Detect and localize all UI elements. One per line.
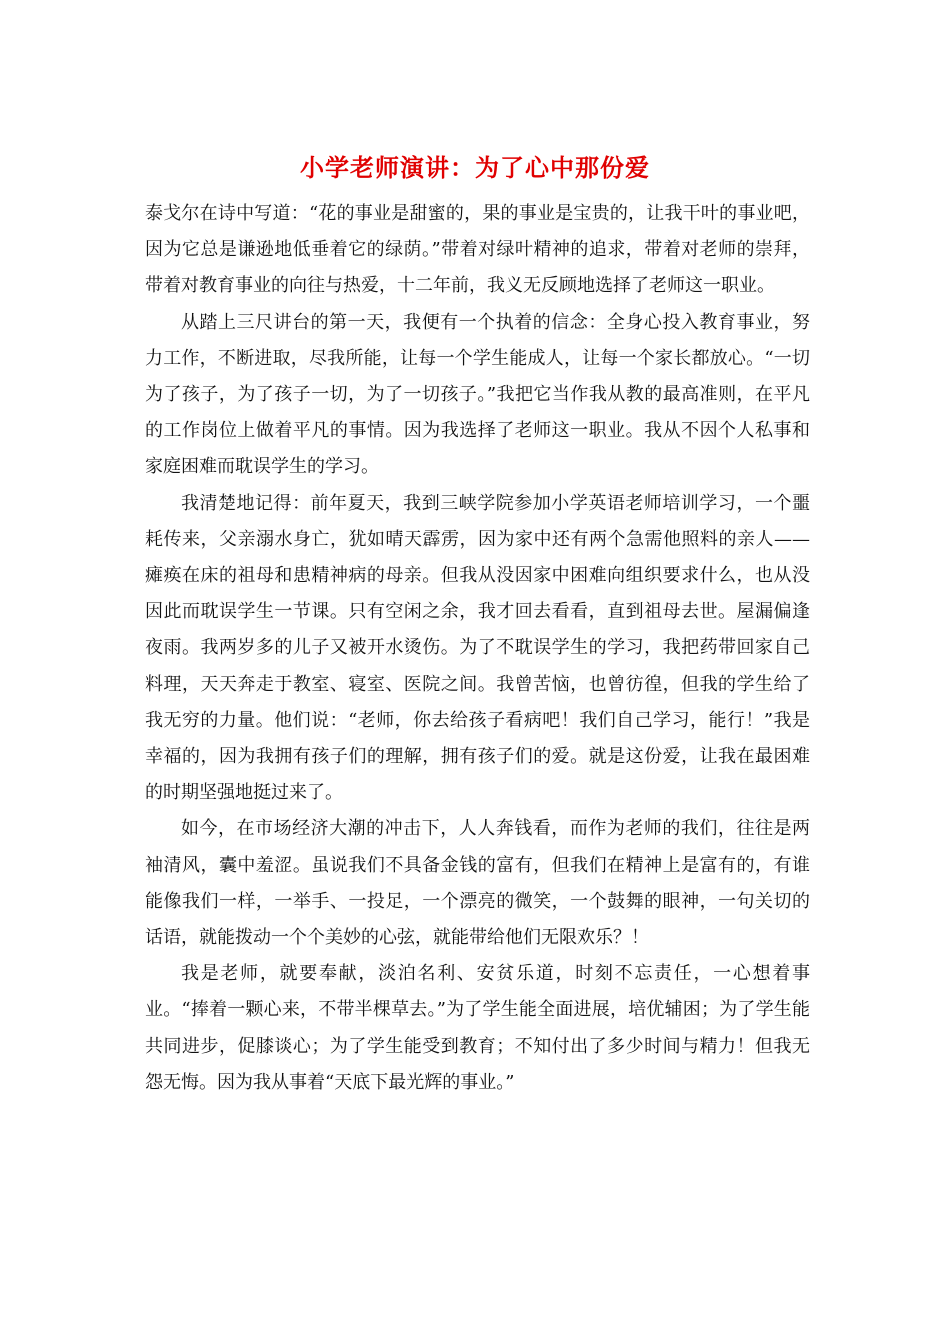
paragraph-2: 从踏上三尺讲台的第一天，我便有一个执着的信念：全身心投入教育事业，努力工作，不断进取，尽我所能，让每一个学生能成人，让每一个家长都放心。“一切为了孩子，为了孩子一切，为了一切孩子。”我把它当作我从教的最高准则，在平凡的工作岗位上做着平凡的事情。因为我选择了老师这一职业。我从不因个人私事和家庭困难而耽误学生的学习。 xyxy=(145,311,810,478)
document-body xyxy=(145,196,810,1101)
paragraph-1: 泰戈尔在诗中写道：“花的事业是甜蜜的，果的事业是宝贵的，让我干叶的事业吧，因为它总是谦逊地低垂着它的绿荫。”带着对绿叶精神的追求，带着对老师的崇拜，带着对教育事业的向往与热爱，十二年前，我义无反顾地选择了老师这一职业。 xyxy=(145,203,810,297)
paragraph-3: 我清楚地记得：前年夏天，我到三峡学院参加小学英语老师培训学习，一个噩耗传来，父亲溺水身亡，犹如晴天霹雳，因为家中还有两个急需他照料的亲人——瘫痪在床的祖母和患精神病的母亲。但我从没因家中困难向组织要求什么，也从没因此而耽误学生一节课。只有空闲之余，我才回去看看，直到祖母去世。屋漏偏逢夜雨。我两岁多的儿子又被开水烫伤。为了不耽误学生的学习，我把药带回家自己料理，天天奔走于教室、寝室、医院之间。我曾苦恼，也曾彷徨，但我的学生给了我无穷的力量。他们说：“老师，你去给孩子看病吧！我们自己学习，能行！”我是幸福的，因为我拥有孩子们的理解，拥有孩子们的爱。就是这份爱，让我在最困难的时期坚强地挺过来了。 xyxy=(145,492,810,804)
paragraph-5: 我是老师，就要奉献，淡泊名利、安贫乐道，时刻不忘责任，一心想着事业。“捧着一颗心来，不带半棵草去。”为了学生能全面进展，培优辅困；为了学生能共同进步，促膝谈心；为了学生能受到教育；不知付出了多少时间与精力！但我无怨无悔。因为我从事着“天底下最光辉的事业。” xyxy=(145,963,810,1093)
document-title: 小学老师演讲：为了心中那份爱 xyxy=(300,153,650,182)
paragraph-4: 如今，在市场经济大潮的冲击下，人人奔钱看，而作为老师的我们，往往是两袖清风，囊中羞涩。虽说我们不具备金钱的富有，但我们在精神上是富有的，有谁能像我们一样，一举手、一投足，一个漂亮的微笑，一个鼓舞的眼神，一句关切的话语，就能拨动一个个美妙的心弦，就能带给他们无限欢乐？！ xyxy=(145,818,810,949)
